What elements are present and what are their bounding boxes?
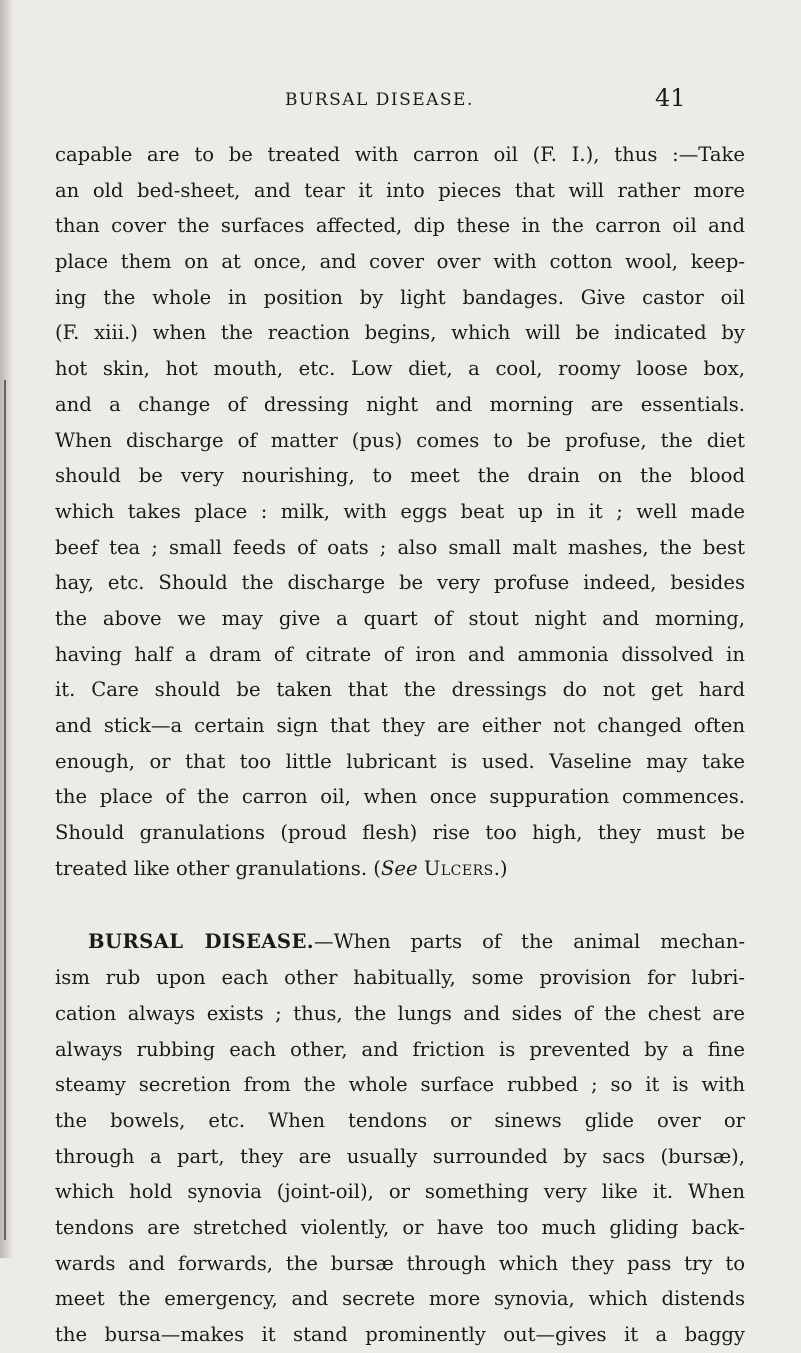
text-line: than cover the surfaces affected, dip these in the carron oil and xyxy=(55,214,745,238)
text-line: capable are to be treated with carron oil (F. I.), thus :—Take xyxy=(55,143,745,166)
text-line: hot skin, hot mouth, etc. Low diet, a cool, roomy loose box, xyxy=(55,357,745,381)
text-line: tendons are stretched violently, or have too much gliding back- xyxy=(55,1215,745,1239)
text-line: which hold synovia (joint-oil), or something very like it. When xyxy=(55,1180,745,1204)
text-line: (F. xiii.) when the reaction begins, which will be indicated by xyxy=(55,321,745,345)
text-line: place them on at once, and cover over with cotton wool, keep- xyxy=(55,250,745,274)
text-line: When discharge of matter (pus) comes to be profuse, the diet xyxy=(55,428,745,452)
text-line: wards and forwards, the bursæ through which they pass try to xyxy=(55,1251,745,1275)
cross-reference-ulcers: Ulcers xyxy=(423,856,494,880)
text-line: should be very nourishing, to meet the drain on the blood xyxy=(55,464,745,488)
text-line: having half a dram of citrate of iron and ammonia dissolved in xyxy=(55,642,745,666)
text-line: always rubbing each other, and friction is prevented by a fine xyxy=(55,1037,745,1061)
text-line: steamy secretion from the whole surface rubbed ; so it is with xyxy=(55,1073,745,1097)
text-line: ing the whole in position by light bandages. Give castor oil xyxy=(55,285,745,309)
text-line: ism rub upon each other habitually, some provision for lubri- xyxy=(55,966,745,990)
text-line: hay, etc. Should the discharge be very profuse indeed, besides xyxy=(55,571,745,595)
text-line: cation always exists ; thus, the lungs and sides of the chest are xyxy=(55,1001,745,1025)
text-line: Should granulations (proud flesh) rise too high, they must be xyxy=(55,821,745,845)
see-reference: See xyxy=(380,856,418,880)
text-line: the place of the carron oil, when once suppuration commences. xyxy=(55,785,745,809)
text-line: treated like other granulations. (See Ulcers.) xyxy=(55,856,508,880)
page-header xyxy=(0,84,801,120)
text-line: and a change of dressing night and morning are essentials. xyxy=(55,392,745,416)
text-line: through a part, they are usually surrounded by sacs (bursæ), xyxy=(55,1144,745,1168)
running-head: BURSAL DISEASE. xyxy=(285,90,474,110)
text-line: beef tea ; small feeds of oats ; also small malt mashes, the best xyxy=(55,535,745,559)
text-line: BURSAL DISEASE.—When parts of the animal mechan- xyxy=(88,930,745,954)
paragraph-treatment xyxy=(55,137,745,851)
text-line: the bursa—makes it stand prominently out—gives it a baggy xyxy=(55,1323,745,1346)
text-line: which takes place : milk, with eggs beat up in it ; well made xyxy=(55,499,745,523)
text-line: it. Care should be taken that the dressings do not get hard xyxy=(55,678,745,702)
page-gutter-shadow xyxy=(0,0,14,1258)
page-body xyxy=(55,137,745,1353)
text-line: the above we may give a quart of stout night and morning, xyxy=(55,606,745,630)
text-line: an old bed-sheet, and tear it into pieces that will rather more xyxy=(55,178,745,202)
paragraph-gap xyxy=(55,886,745,924)
section-heading: BURSAL DISEASE. xyxy=(88,930,314,954)
binding-edge xyxy=(4,380,6,1240)
text-line: the bowels, etc. When tendons or sinews glide over or xyxy=(55,1108,745,1132)
text-line: enough, or that too little lubricant is used. Vaseline may take xyxy=(55,749,745,773)
paragraph-bursal-disease xyxy=(55,924,745,1352)
text-line: and stick—a certain sign that they are either not changed often xyxy=(55,714,745,737)
page-number: 41 xyxy=(655,84,686,112)
text-line: meet the emergency, and secrete more synovia, which distends xyxy=(55,1287,745,1311)
